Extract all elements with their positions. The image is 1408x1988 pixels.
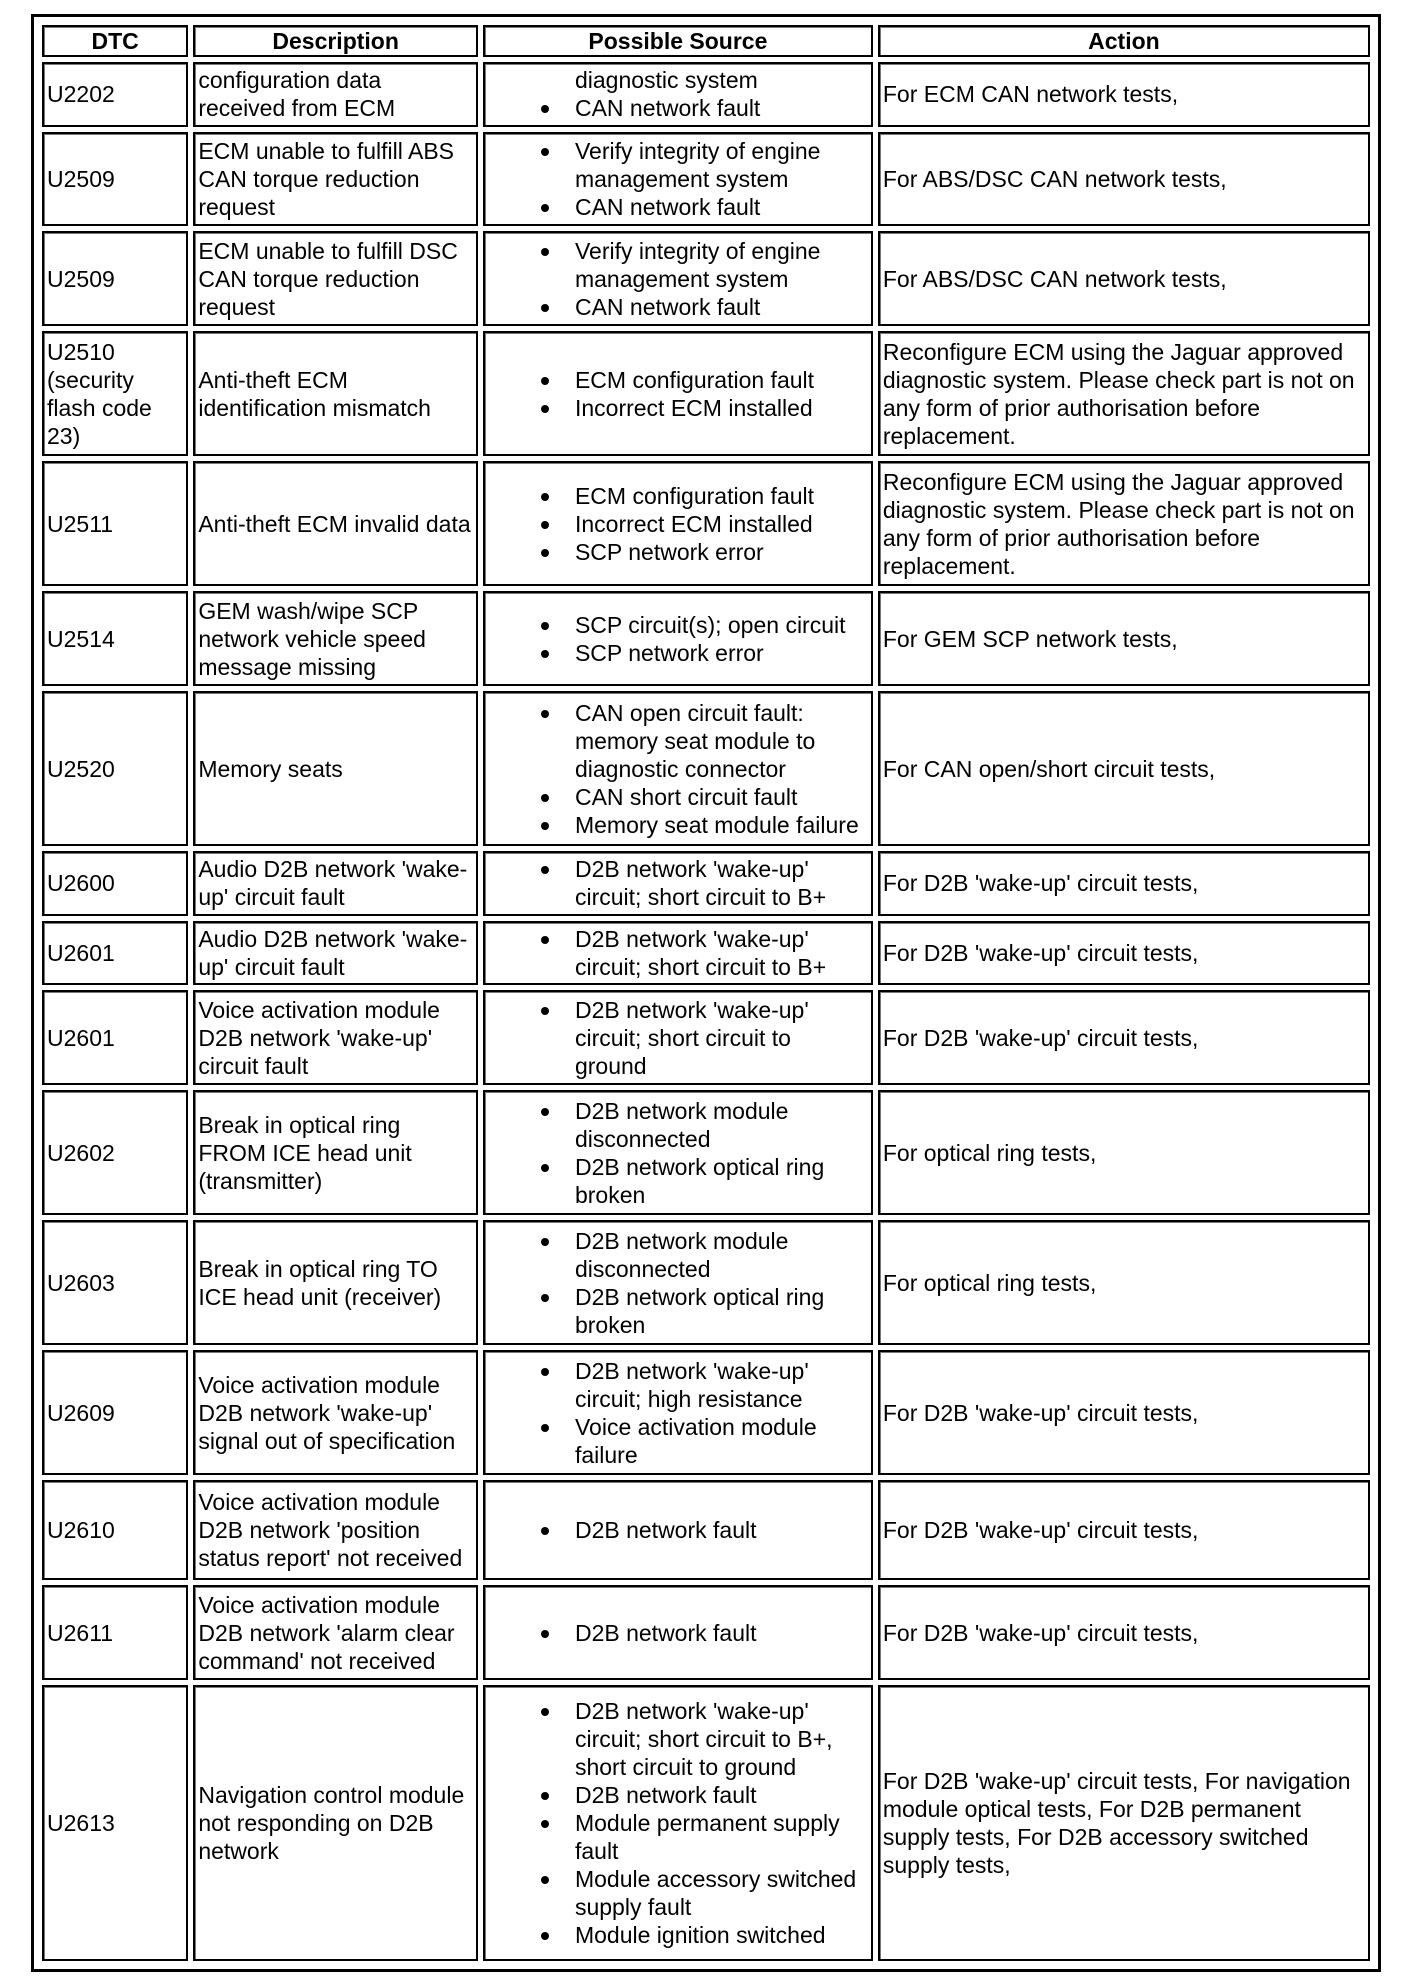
description-cell: Voice activation module D2B network 'alarm clear command' not received (193, 1585, 478, 1680)
header-description: Description (193, 25, 478, 57)
source-list-item: D2B network fault (488, 1619, 868, 1647)
source-list-item: ECM configuration fault (488, 366, 868, 394)
source-list (488, 1697, 868, 1949)
source-list (488, 611, 868, 667)
action-cell: For ABS/DSC CAN network tests, (878, 132, 1370, 227)
source-list-item: Voice activation module failure (488, 1413, 868, 1469)
dtc-code-cell: U2202 (42, 62, 188, 127)
action-cell: For D2B 'wake-up' circuit tests, (878, 1480, 1370, 1580)
possible-source-cell (483, 1350, 873, 1475)
table-row (42, 331, 1370, 456)
possible-source-cell (483, 1480, 873, 1580)
table-row (42, 1685, 1370, 1961)
description-cell: ECM unable to fulfill ABS CAN torque reduction request (193, 132, 478, 227)
source-list (488, 699, 868, 839)
table-row (42, 1220, 1370, 1345)
description-cell: Audio D2B network 'wake-up' circuit fault (193, 921, 478, 986)
source-list-item: CAN network fault (488, 293, 868, 321)
dtc-code-cell: U2509 (42, 231, 188, 326)
table-row (42, 231, 1370, 326)
dtc-code-cell: U2602 (42, 1090, 188, 1215)
source-list (488, 1516, 868, 1544)
possible-source-cell (483, 591, 873, 686)
dtc-code-cell: U2514 (42, 591, 188, 686)
description-cell: ECM unable to fulfill DSC CAN torque reduction request (193, 231, 478, 326)
source-list-item: CAN network fault (488, 94, 868, 122)
source-list (488, 925, 868, 981)
dtc-code-cell: U2601 (42, 990, 188, 1085)
source-list-item: CAN open circuit fault: memory seat module to diagnostic connector (488, 699, 868, 783)
possible-source-cell (483, 331, 873, 456)
action-cell: Reconfigure ECM using the Jaguar approved diagnostic system. Please check part is not on any form of prior authorisation before replacement. (878, 331, 1370, 456)
dtc-code-cell: U2609 (42, 1350, 188, 1475)
possible-source-cell (483, 62, 873, 127)
source-list (488, 1619, 868, 1647)
source-list-item: Module ignition switched (488, 1921, 868, 1949)
dtc-code-cell: U2520 (42, 691, 188, 846)
dtc-code-cell: U2511 (42, 461, 188, 586)
table-row (42, 461, 1370, 586)
source-list-item: D2B network 'wake-up' circuit; short circuit to B+ (488, 925, 868, 981)
action-cell: For D2B 'wake-up' circuit tests, (878, 921, 1370, 986)
possible-source-cell (483, 231, 873, 326)
dtc-code-cell: U2610 (42, 1480, 188, 1580)
source-list-item: diagnostic system (574, 67, 758, 94)
description-cell: Voice activation module D2B network 'wake-up' signal out of specification (193, 1350, 478, 1475)
source-list (488, 996, 868, 1080)
source-list-item: Verify integrity of engine management system (488, 137, 868, 193)
source-list (488, 137, 868, 221)
source-list-item: ECM configuration fault (488, 482, 868, 510)
source-list (488, 1097, 868, 1209)
possible-source-cell (483, 921, 873, 986)
source-list-item: Memory seat module failure (488, 811, 868, 839)
action-cell: For ECM CAN network tests, (878, 62, 1370, 127)
source-list-item: D2B network fault (488, 1516, 868, 1544)
header-row (42, 25, 1370, 57)
source-list-item: Verify integrity of engine management system (488, 237, 868, 293)
description-cell: Break in optical ring TO ICE head unit (receiver) (193, 1220, 478, 1345)
source-list-item: D2B network module disconnected (488, 1227, 868, 1283)
action-cell: For CAN open/short circuit tests, (878, 691, 1370, 846)
source-list (488, 66, 868, 122)
action-cell: For GEM SCP network tests, (878, 591, 1370, 686)
action-cell: For D2B 'wake-up' circuit tests, (878, 851, 1370, 916)
table-row (42, 62, 1370, 127)
possible-source-cell (483, 1220, 873, 1345)
description-cell: Break in optical ring FROM ICE head unit (transmitter) (193, 1090, 478, 1215)
action-cell: For D2B 'wake-up' circuit tests, (878, 1350, 1370, 1475)
description-cell: Memory seats (193, 691, 478, 846)
action-cell: For D2B 'wake-up' circuit tests, For navigation module optical tests, For D2B permanent supply tests, For D2B accessory switched supply tests, (878, 1685, 1370, 1961)
source-list (488, 366, 868, 422)
possible-source-cell (483, 132, 873, 227)
source-list (488, 237, 868, 321)
source-list-item: Incorrect ECM installed (488, 510, 868, 538)
action-cell: Reconfigure ECM using the Jaguar approved diagnostic system. Please check part is not on any form of prior authorisation before replacement. (878, 461, 1370, 586)
table-row (42, 1090, 1370, 1215)
source-list-item: Module permanent supply fault (488, 1809, 868, 1865)
source-list-item: CAN short circuit fault (488, 783, 868, 811)
dtc-code-cell: U2600 (42, 851, 188, 916)
source-list-item: D2B network 'wake-up' circuit; high resistance (488, 1357, 868, 1413)
description-cell: Voice activation module D2B network 'wake-up' circuit fault (193, 990, 478, 1085)
source-list (488, 1227, 868, 1339)
dtc-code-cell: U2613 (42, 1685, 188, 1961)
table-row (42, 132, 1370, 227)
table-row (42, 691, 1370, 846)
dtc-table (37, 20, 1375, 1966)
source-list (488, 1357, 868, 1469)
dtc-code-cell: U2509 (42, 132, 188, 227)
description-cell: Anti-theft ECM identification mismatch (193, 331, 478, 456)
source-list-item: Incorrect ECM installed (488, 394, 868, 422)
dtc-document (31, 14, 1381, 1972)
dtc-code-cell: U2510 (security flash code 23) (42, 331, 188, 456)
table-row (42, 1480, 1370, 1580)
possible-source-cell (483, 1585, 873, 1680)
source-list-item: D2B network optical ring broken (488, 1283, 868, 1339)
source-list-item: D2B network module disconnected (488, 1097, 868, 1153)
description-cell: configuration data received from ECM (193, 62, 478, 127)
table-row (42, 1585, 1370, 1680)
action-cell: For optical ring tests, (878, 1090, 1370, 1215)
possible-source-cell (483, 851, 873, 916)
header-dtc: DTC (42, 25, 188, 57)
source-list-item: SCP network error (488, 538, 868, 566)
table-row (42, 990, 1370, 1085)
description-cell: Anti-theft ECM invalid data (193, 461, 478, 586)
source-list (488, 482, 868, 566)
dtc-code-cell: U2603 (42, 1220, 188, 1345)
source-list-item: D2B network 'wake-up' circuit; short circuit to B+ (488, 855, 868, 911)
possible-source-cell (483, 691, 873, 846)
description-cell: Audio D2B network 'wake-up' circuit fault (193, 851, 478, 916)
source-list-item: D2B network optical ring broken (488, 1153, 868, 1209)
possible-source-cell (483, 461, 873, 586)
description-cell: Voice activation module D2B network 'position status report' not received (193, 1480, 478, 1580)
description-cell: GEM wash/wipe SCP network vehicle speed message missing (193, 591, 478, 686)
action-cell: For D2B 'wake-up' circuit tests, (878, 1585, 1370, 1680)
dtc-code-cell: U2611 (42, 1585, 188, 1680)
header-possible-source: Possible Source (483, 25, 873, 57)
header-action: Action (878, 25, 1370, 57)
possible-source-cell (483, 1685, 873, 1961)
source-list-item: SCP network error (488, 639, 868, 667)
action-cell: For optical ring tests, (878, 1220, 1370, 1345)
action-cell: For ABS/DSC CAN network tests, (878, 231, 1370, 326)
dtc-code-cell: U2601 (42, 921, 188, 986)
source-list-item: D2B network fault (488, 1781, 868, 1809)
source-list-item: Module accessory switched supply fault (488, 1865, 868, 1921)
possible-source-cell (483, 1090, 873, 1215)
table-row (42, 1350, 1370, 1475)
source-list-item: D2B network 'wake-up' circuit; short circuit to B+, short circuit to ground (488, 1697, 868, 1781)
table-body (42, 62, 1370, 1961)
table-row (42, 851, 1370, 916)
source-list-item: SCP circuit(s); open circuit (488, 611, 868, 639)
action-cell: For D2B 'wake-up' circuit tests, (878, 990, 1370, 1085)
source-list (488, 855, 868, 911)
description-cell: Navigation control module not responding on D2B network (193, 1685, 478, 1961)
table-row (42, 921, 1370, 986)
table-row (42, 591, 1370, 686)
source-list-item: CAN network fault (488, 193, 868, 221)
source-list-item: D2B network 'wake-up' circuit; short circuit to ground (488, 996, 868, 1080)
possible-source-cell (483, 990, 873, 1085)
